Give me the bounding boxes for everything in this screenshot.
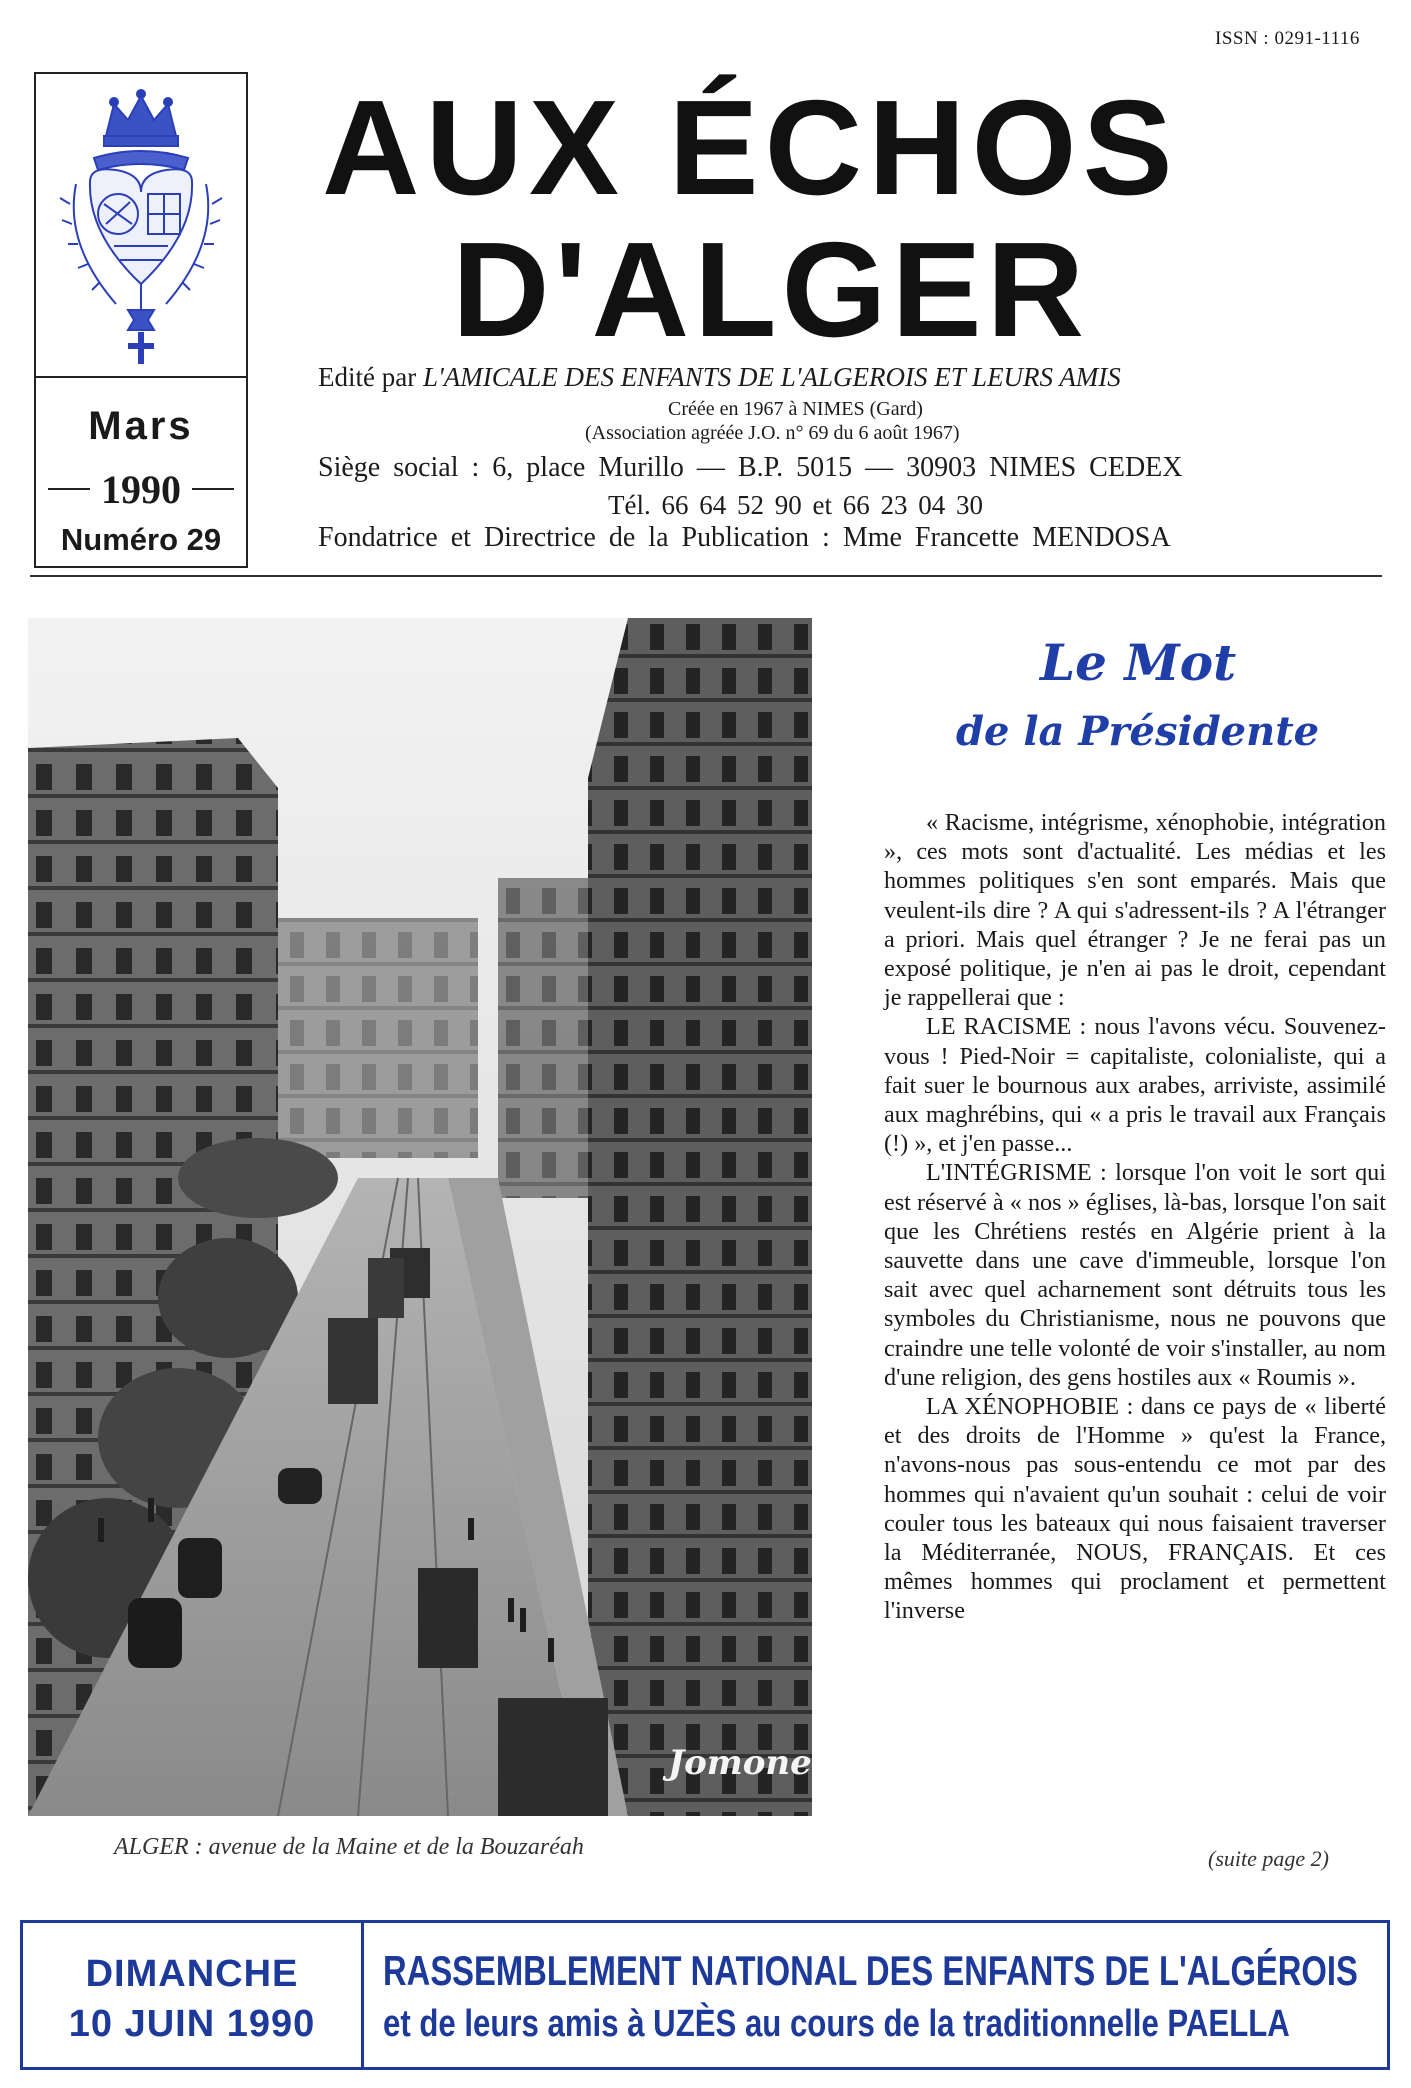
address-line: Siège social : 6, place Murillo — B.P. 5015 — 30903 NIMES CEDEX (318, 452, 1183, 483)
header-rule (30, 575, 1382, 577)
banner-divider (361, 1923, 364, 2067)
publisher-name: L'AMICALE DES ENFANTS DE L'ALGEROIS ET LEURS AMIS (422, 362, 1121, 392)
street-photo (28, 618, 812, 1816)
approval-line: (Association agréée J.O. n° 69 du 6 août 1967) (585, 422, 960, 444)
issue-box (34, 72, 248, 568)
issue-month: Mars (88, 404, 194, 448)
publisher-prefix: Edité par (318, 362, 423, 392)
editorial-paragraph: LA XÉNOPHOBIE : dans ce pays de « liberté et des droits de l'Homme » qu'est la France, n'avons-nous pas sous-entendu ce mot par des hommes qui n'avaient qu'un souhait : celui de voir couler tous les bateaux qui nous faisaient traverser la Méditerranée, NOUS, FRANÇAIS. Et ces mêmes hommes qui proclament et permettent l'inverse (884, 1393, 1386, 1625)
issue-year: 1990 (101, 467, 181, 512)
issue-year-row (36, 466, 246, 510)
event-banner (20, 1920, 1390, 2070)
banner-date: 10 JUIN 1990 (68, 2003, 316, 2045)
founded-line: Créée en 1967 à NIMES (Gard) (668, 398, 923, 420)
masthead-title-line1: AUX ÉCHOS (322, 72, 1179, 223)
photo-signature: Jomone (668, 1743, 812, 1783)
crest-emblem (36, 74, 246, 374)
editorial-paragraph: LE RACISME : nous l'avons vécu. Souvenez-vous ! Pied-Noir = capitaliste, colonialiste, qui a fait suer le bournous aux arabes, arriviste, assimilé aux maghrébins, qui « a pris le travail aux Français (!) », et j'en passe... (884, 1013, 1386, 1158)
director-line: Fondatrice et Directrice de la Publication : Mme Francette MENDOSA (318, 522, 1171, 553)
masthead-title-line2: D'ALGER (452, 214, 1090, 365)
editorial-title-line1: Le Mot (1040, 633, 1237, 692)
issn-number: ISSN : 0291-1116 (1215, 28, 1360, 49)
editorial-paragraph: « Racisme, intégrisme, xénophobie, intégration », ces mots sont d'actualité. Les médias et les hommes politiques s'en sont emparés. Mais que veulent-ils dire ? A qui s'adressent-ils ? A l'étranger a priori. Mais quel étranger ? Je ne ferai pas un exposé politique, je n'en ai pas le droit, cependant je rappellerai que : (884, 809, 1386, 1012)
publisher-line (318, 362, 1121, 393)
continued-note: (suite page 2) (1208, 1846, 1329, 1871)
banner-subline: et de leurs amis à UZÈS au cours de la traditionnelle PAELLA (383, 2003, 1290, 2045)
banner-day: DIMANCHE (85, 1953, 299, 1995)
year-dash-right (192, 488, 234, 490)
phone-line: Tél. 66 64 52 90 et 66 23 04 30 (608, 490, 983, 520)
issue-number: Numéro 29 (60, 522, 222, 557)
editorial-title-line2: de la Présidente (956, 708, 1320, 755)
editorial-body (884, 808, 1386, 1626)
editorial-paragraph: L'INTÉGRISME : lorsque l'on voit le sort qui est réservé à « nos » églises, là-bas, lorsque l'on sait que les Chrétiens restés en Algérie prient à la sauvette dans une cave d'immeuble, lorsque l'on sait avec quel acharnement sont détruits tous les symboles du Christianisme, nous ne pouvons que craindre une telle volonté de voir s'installer, au nom d'une religion, des gens hostiles aux « Roumis ». (884, 1159, 1386, 1391)
photo-caption: ALGER : avenue de la Maine et de la Bouzaréah (114, 1834, 584, 1860)
banner-headline: RASSEMBLEMENT NATIONAL DES ENFANTS DE L'ALGÉROIS (383, 1947, 1358, 1994)
crest-divider (36, 376, 246, 378)
